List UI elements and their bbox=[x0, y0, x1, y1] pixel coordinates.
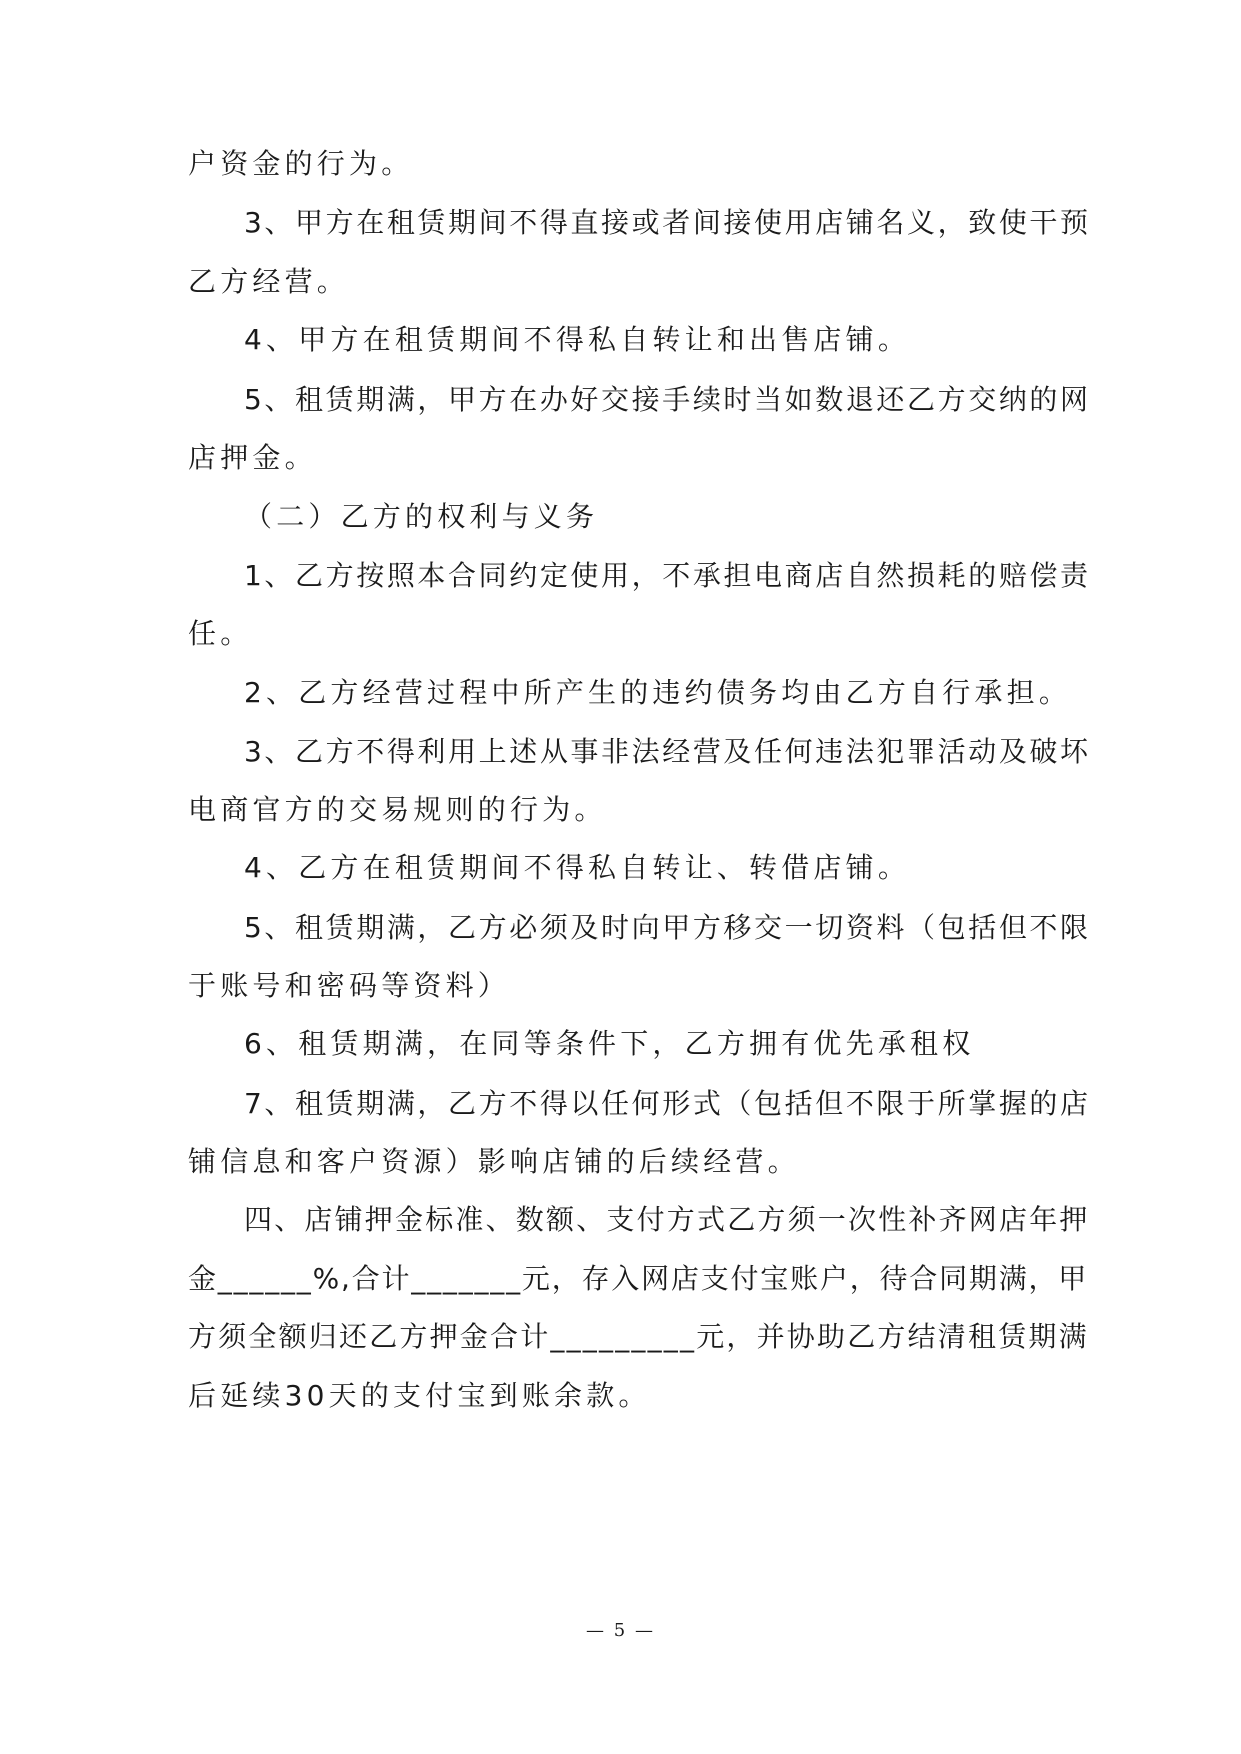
paragraph-line: 于账号和密码等资料） bbox=[188, 969, 511, 1002]
paragraph-line: 金______%,合计_______元，存入网店支付宝账户，待合同期满，甲 bbox=[188, 1262, 1089, 1295]
paragraph-line: 店押金。 bbox=[188, 441, 317, 474]
section-heading: （二）乙方的权利与义务 bbox=[244, 500, 599, 533]
paragraph-line: 任。 bbox=[188, 617, 253, 650]
paragraph-line: 后延续30天的支付宝到账余款。 bbox=[188, 1379, 651, 1412]
paragraph-line: 电商官方的交易规则的行为。 bbox=[188, 793, 607, 826]
paragraph-line: 5、租赁期满，甲方在办好交接手续时当如数退还乙方交纳的网 bbox=[244, 383, 1091, 416]
paragraph-line: 4、甲方在租赁期间不得私自转让和出售店铺。 bbox=[244, 323, 911, 356]
paragraph-line: 乙方经营。 bbox=[188, 265, 350, 298]
paragraph-line: 3、乙方不得利用上述从事非法经营及任何违法犯罪活动及破坏 bbox=[244, 735, 1091, 768]
paragraph-line: 5、租赁期满，乙方必须及时向甲方移交一切资料（包括但不限 bbox=[244, 911, 1091, 944]
paragraph-line: 4、乙方在租赁期间不得私自转让、转借店铺。 bbox=[244, 851, 911, 884]
paragraph-line: 方须全额归还乙方押金合计_________元，并协助乙方结清租赁期满 bbox=[188, 1320, 1089, 1353]
paragraph-line: 1、乙方按照本合同约定使用，不承担电商店自然损耗的赔偿责 bbox=[244, 559, 1091, 592]
paragraph-line: 7、租赁期满，乙方不得以任何形式（包括但不限于所掌握的店 bbox=[244, 1087, 1091, 1120]
paragraph-line: 户资金的行为。 bbox=[188, 147, 414, 180]
paragraph-line: 四、店铺押金标准、数额、支付方式乙方须一次性补齐网店年押 bbox=[244, 1203, 1090, 1236]
page-number: — 5 — bbox=[586, 1620, 655, 1641]
paragraph-line: 3、甲方在租赁期间不得直接或者间接使用店铺名义，致使干预 bbox=[244, 206, 1091, 239]
paragraph-line: 2、乙方经营过程中所产生的违约债务均由乙方自行承担。 bbox=[244, 676, 1072, 709]
paragraph-line: 6、租赁期满，在同等条件下，乙方拥有优先承租权 bbox=[244, 1027, 975, 1060]
paragraph-line: 铺信息和客户资源）影响店铺的后续经营。 bbox=[188, 1145, 800, 1178]
